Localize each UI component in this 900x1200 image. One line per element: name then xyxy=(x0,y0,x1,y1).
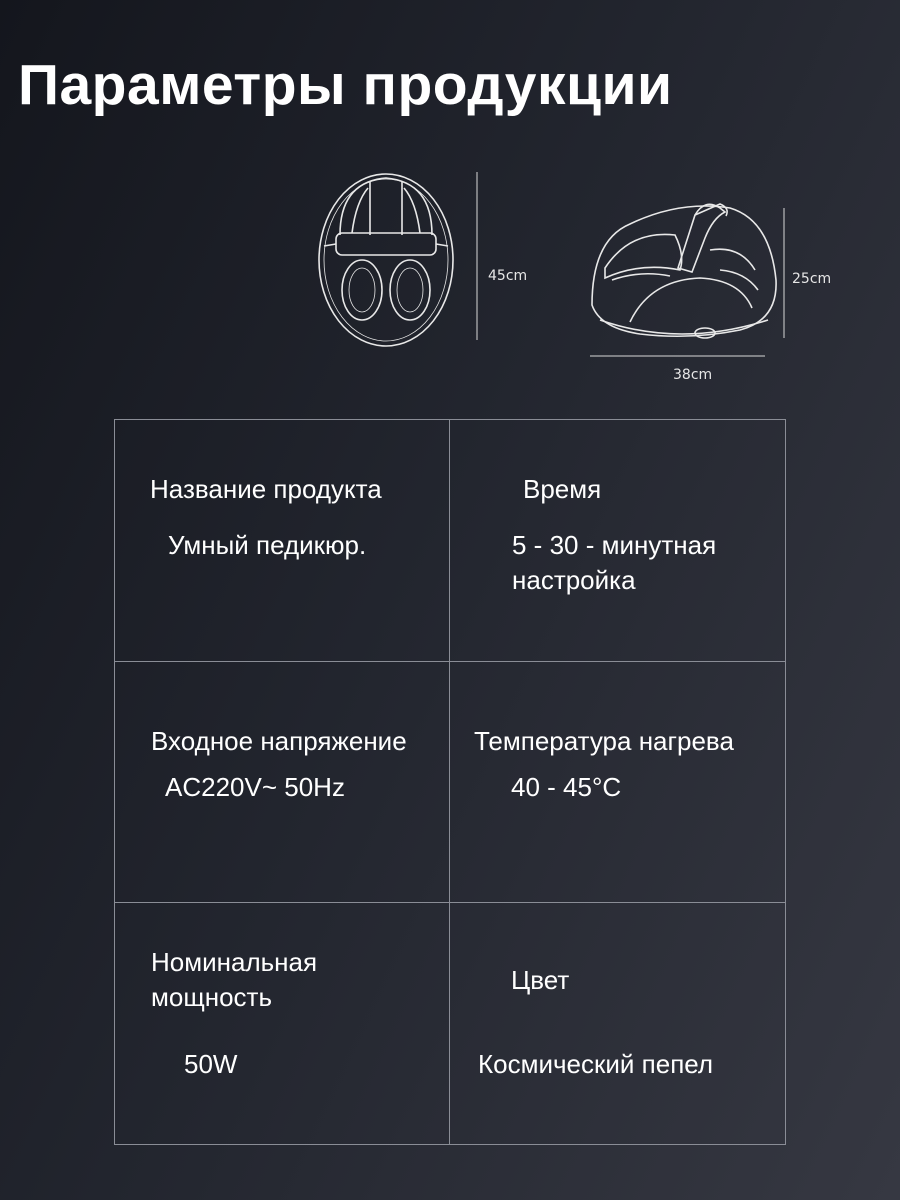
product-dimensions-figure xyxy=(300,160,860,400)
spec-cell-rated-power xyxy=(115,903,450,1144)
spec-label: Входное напряжение xyxy=(151,726,407,756)
spec-label: Температура нагрева xyxy=(474,726,734,756)
spec-label: Цвет xyxy=(511,965,570,995)
spec-label: Номинальная мощность xyxy=(151,947,318,1012)
spec-cell-product-name xyxy=(115,420,450,662)
side-height-dimension xyxy=(784,208,831,338)
spec-value: AC220V~ 50Hz xyxy=(165,772,345,802)
spec-value: Космический пепел xyxy=(478,1049,714,1079)
side-height-label: 25cm xyxy=(792,271,832,287)
spec-label: Название продукта xyxy=(150,474,382,504)
front-height-dimension xyxy=(477,172,527,340)
side-width-label: 38cm xyxy=(673,367,713,383)
side-width-dimension xyxy=(590,356,765,383)
foot-spa-front-icon xyxy=(319,174,453,346)
spec-cell-color xyxy=(450,903,785,1144)
spec-table xyxy=(114,419,786,1145)
spec-cell-time xyxy=(450,420,785,662)
front-height-label: 45cm xyxy=(488,268,528,284)
foot-spa-side-icon xyxy=(592,204,776,338)
page-title: Параметры продукции xyxy=(18,53,673,117)
spec-cell-input-voltage xyxy=(115,662,450,903)
spec-cell-heating-temperature xyxy=(450,662,785,903)
spec-value: 40 - 45°C xyxy=(511,772,622,802)
spec-label: Время xyxy=(523,474,602,504)
spec-value: 5 - 30 - минутная настройка xyxy=(512,530,717,595)
spec-value: Умный педикюр. xyxy=(168,530,367,560)
spec-value: 50W xyxy=(184,1049,238,1079)
